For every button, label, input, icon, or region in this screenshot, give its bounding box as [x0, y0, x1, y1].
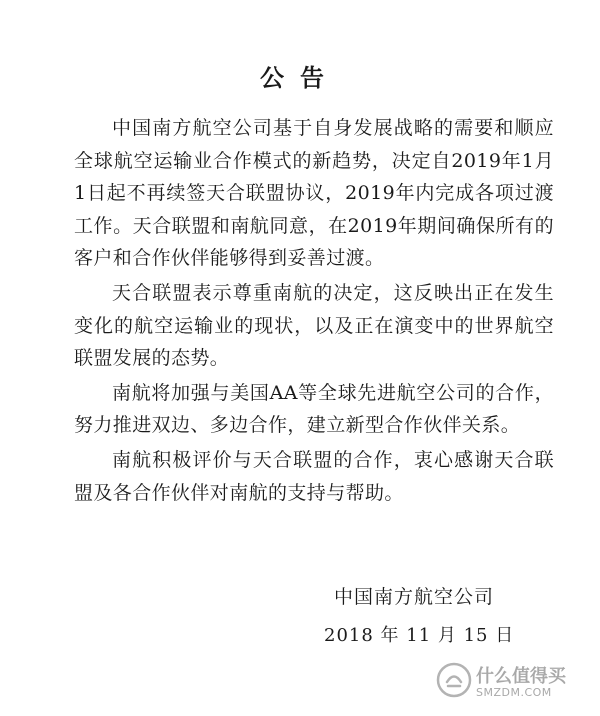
notice-title: 公告: [260, 64, 340, 92]
signature-block: [324, 582, 530, 647]
notice-paragraph-2: 天合联盟表示尊重南航的决定，这反映出正在发生变化的航空运输业的现状，以及正在演变中的世界航空联盟发展的态势。: [74, 281, 554, 370]
notice-paragraph-3: 南航将加强与美国AA等全球先进航空公司的合作，努力推进双边、多边合作，建立新型合作伙伴关系。: [74, 381, 554, 437]
watermark-url: SMZDM.COM: [476, 686, 552, 699]
smzdm-logo-icon: [436, 662, 472, 698]
notice-body: [74, 112, 554, 511]
signature-organization: 中国南方航空公司: [334, 586, 495, 608]
notice-paragraph-1: 中国南方航空公司基于自身发展战略的需要和顺应全球航空运输业合作模式的新趋势，决定自2019年1月1日起不再续签天合联盟协议，2019年内完成各项过渡工作。天合联盟和南航同意，在2019年期间确保所有的客户和合作伙伴能够得到妥善过渡。: [74, 117, 554, 270]
signature-date: 2018 年 11 月 15 日: [324, 625, 515, 646]
watermark: [436, 652, 586, 704]
watermark-text: 什么值得买: [476, 666, 566, 687]
notice-paragraph-4: 南航积极评价与天合联盟的合作，衷心感谢天合联盟及各合作伙伴对南航的支持与帮助。: [74, 448, 554, 504]
